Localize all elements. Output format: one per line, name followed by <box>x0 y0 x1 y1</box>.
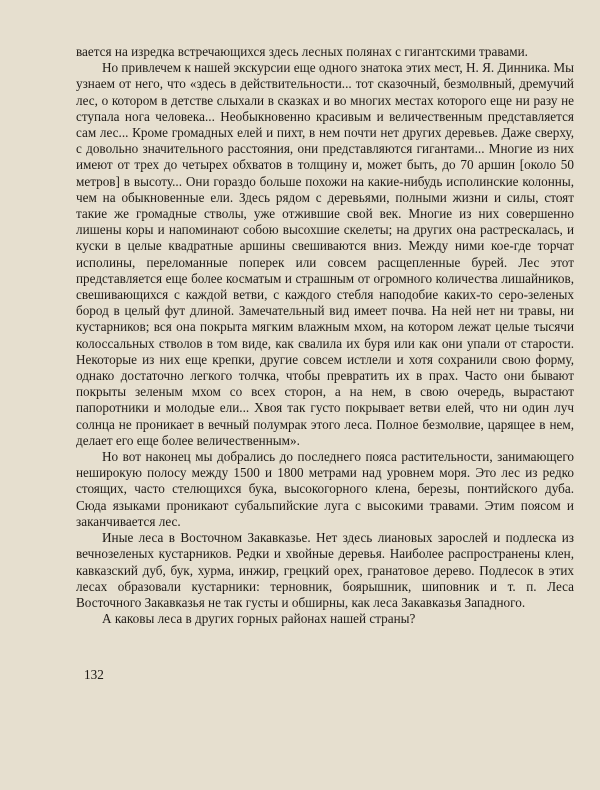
page-body <box>76 44 574 627</box>
paragraph-1: вается на изредка встречающихся здесь лесных полянах с гигантскими травами. <box>76 44 528 59</box>
paragraph-3: Но вот наконец мы добрались до последнего пояса растительности, занимающего неширокую полосу между 1500 и 1800 метрами над уровнем моря. Это лес из редко стоящих, часто стелющихся бука, высокогорного клена, березы, понтийского дуба. Сюда языками проникают субальпийские луга с высокими травами. Этим поясом и заканчивается лес. <box>76 449 574 529</box>
paragraph-2: Но привлечем к нашей экскурсии еще одного знатока этих мест, Н. Я. Динника. Мы узнаем от него, что «здесь в действительности... тот сказочный, безмолвный, дремучий лес, о котором в детстве слыхали в сказках и во многих местах которого еще ни разу не ступала нога человека... Необыкновенно красивым и величественным представляется сам лес... Кроме громадных елей и пихт, в нем почти нет других деревьев. Даже сверху, с довольно значительного расстояния, они представляются гигантами... Многие из них имеют от трех до четырех обхватов в толщину и, может быть, до 70 аршин [около 50 метров] в высоту... Они гораздо больше похожи на какие-нибудь исполинские колонны, чем на обыкновенные ели. Здесь рядом с деревьями, полными жизни и силы, стоят такие же громадные стволы, уже отжившие свой век. Многие из них совершенно лишены коры и напоминают собою высохшие скелеты; на других она растрескалась, и куски в целые квадратные аршины свешиваются вниз. Между ними кое-где торчат исполины, переломанные поперек или совсем расщепленные бурей. Лес этот представляется еще более косматым и страшным от огромного количества лишайников, свешивающихся с каждой ветви, с каждого стебля наподобие каких-то серо-зеленых бород в целый фут длиной. Замечательный вид имеет почва. На ней нет ни травы, ни кустарников; вся она покрыта мягким влажным мхом, на котором лежат целые тысячи колоссальных стволов в том виде, как свалила их буря или как они упали от старости. Некоторые из них еще крепки, другие совсем истлели и хотя сохранили свою форму, однако достаточно легкого толчка, чтобы превратить их в прах. Часто они бывают покрыты зеленым мхом со всех сторон, а на нем, в свою очередь, вырастают папоротники и молодые ели... Хвоя так густо покрывает ветви елей, что ни один луч солнца не проникает в вечный полумрак этого леса. Полное безмолвие, царящее в нем, делает его еще более величественным». <box>76 60 574 448</box>
paragraph-5: А каковы леса в других горных районах нашей страны? <box>102 611 416 627</box>
page-number: 132 <box>84 667 104 682</box>
paragraph-4: Иные леса в Восточном Закавказье. Нет здесь лиановых зарослей и подлеска из вечнозеленых кустарников. Редки и хвойные деревья. Наиболее распространены клен, кавказский дуб, бук, хурма, инжир, грецкий орех, гранатовое дерево. Подлесок в этих лесах образовали кустарники: терновник, боярышник, шиповник и т. п. Леса Восточного Закавказья не так густы и обширны, как леса Закавказья Западного. <box>76 530 574 610</box>
